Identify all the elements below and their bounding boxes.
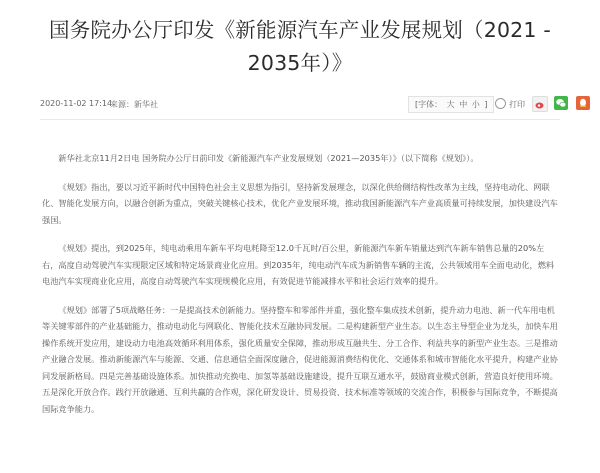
- meta-divider: [40, 119, 560, 120]
- article-paragraph: 新华社北京11月2日电 国务院办公厅日前印发《新能源汽车产业发展规划（2021—2035年）》（以下简称《规划》）。: [58, 153, 479, 163]
- wechat-icon[interactable]: [554, 96, 568, 110]
- weibo-icon[interactable]: [532, 96, 548, 112]
- publish-date: 2020-11-02 17:14: [40, 99, 113, 108]
- font-size-small[interactable]: 小: [471, 100, 480, 109]
- print-label: 打印: [509, 100, 525, 109]
- article-body: [42, 150, 558, 429]
- font-size-label: [字体：: [415, 100, 443, 109]
- article-paragraph: 《规划》提出，到2025年，纯电动乘用车新车平均电耗降至12.0千瓦时/百公里，新能源汽车新车销量达到汽车新车销售总量的20%左右，高度自动驾驶汽车实现限定区域和特定场景商业化应用。到2035年，纯电动汽车成为新销售车辆的主流，公共领域用车全面电动化，燃料电池汽车实现商业化应用，高度自动驾驶汽车实现规模化应用，有效促进节能减排水平和社会运行效率的提升。: [42, 243, 555, 286]
- article-title: 国务院办公厅印发《新能源汽车产业发展规划（2021 - 2035年）》: [49, 18, 551, 75]
- source-line: [110, 99, 158, 110]
- print-icon: [495, 98, 506, 109]
- source-name: 新华社: [134, 100, 158, 109]
- font-size-medium[interactable]: 中: [459, 100, 468, 109]
- font-size-close: ]: [484, 100, 488, 109]
- qq-icon[interactable]: [576, 96, 590, 110]
- print-button[interactable]: [495, 98, 525, 110]
- font-size-control: [408, 96, 494, 113]
- font-size-large[interactable]: 大: [446, 100, 455, 109]
- article-paragraph: 《规划》指出，要以习近平新时代中国特色社会主义思想为指引，坚持新发展理念，以深化供给侧结构性改革为主线，坚持电动化、网联化、智能化发展方向，以融合创新为重点，突破关键核心技术，优化产业发展环境，推动我国新能源汽车产业高质量可持续发展，加快建设汽车强国。: [42, 181, 558, 225]
- source-label: 来源：: [110, 100, 134, 109]
- article-paragraph: 《规划》部署了5项战略任务：一是提高技术创新能力。坚持整车和零部件并重，强化整车集成技术创新，提升动力电池、新一代车用电机等关键零部件的产业基础能力，推动电动化与网联化、智能化技术互融协同发展。二是构建新型产业生态。以生态主导型企业为龙头，加快车用操作系统开发应用，建设动力电池高效循环利用体系，强化质量安全保障，推动形成互融共生、分工合作、利益共享的新型产业生态。三是推动产业融合发展。推动新能源汽车与能源、交通、信息通信全面深度融合，促进能源消费结构优化、交通体系和城市智能化水平提升，构建产业协同发展新格局。四是完善基础设施体系。加快推动充换电、加氢等基础设施建设，提升互联互通水平，鼓励商业模式创新，营造良好使用环境。五是深化开放合作。践行开放融通、互利共赢的合作观，深化研发设计、贸易投资、技术标准等领域的交流合作，积极参与国际竞争，不断提高国际竞争能力。: [42, 304, 558, 414]
- article-meta: [40, 96, 560, 112]
